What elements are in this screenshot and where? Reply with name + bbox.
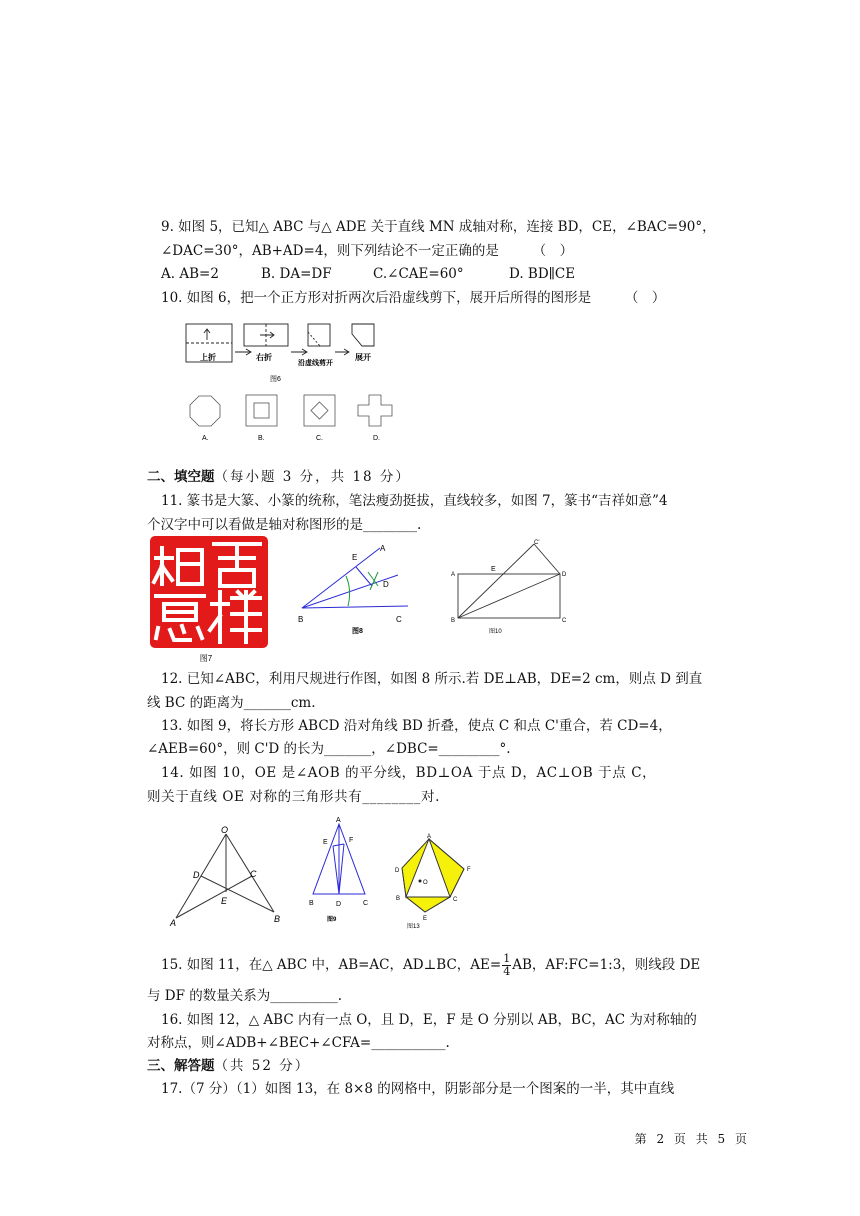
fig10-label-e: E: [491, 566, 496, 573]
figure-8: [292, 540, 422, 644]
arrow-icon: [291, 349, 307, 355]
fig10-label-c: C: [562, 618, 567, 624]
figure-9-caption: 图9: [327, 917, 337, 923]
fig8-label-e: E: [352, 553, 358, 562]
step-label-3: 沿虚线剪开: [298, 360, 333, 367]
fig8-label-a: A: [380, 544, 386, 553]
arrow-icon: [235, 349, 251, 355]
q13-line2: ∠AEB=60°，则 C'D 的长为_______，∠DBC=_________°.: [147, 741, 511, 757]
choice-c-label: C.: [316, 435, 323, 442]
choice-b-outer-square: [246, 395, 277, 426]
fig10-label-b: B: [451, 618, 456, 624]
figO-label-o: O: [221, 825, 229, 835]
figure-13-caption: 图13: [407, 924, 420, 930]
q11-line2: 个汉字中可以看做是轴对称图形的是________.: [147, 517, 422, 533]
choice-c-square: [304, 395, 335, 426]
figure-8-caption: 图8: [352, 628, 363, 635]
q15-frac-num: 1: [503, 952, 511, 965]
fig10-label-c-prime: C': [534, 540, 540, 546]
fig8-label-c: C: [396, 615, 402, 624]
fold-step-3-square: [308, 324, 330, 346]
figure-9: [303, 810, 379, 932]
q15-post: AB，AF:FC=1:3，则线段 DE: [512, 957, 701, 973]
segment-bc-prime: [458, 544, 534, 618]
fig13-label-f: F: [467, 867, 471, 873]
section-3-note: （共 52 分）: [214, 1058, 311, 1074]
q12-line2: 线 BC 的距离为_______cm.: [147, 695, 316, 711]
section-2-note: （每小题 3 分，共 18 分）: [214, 469, 411, 485]
fig13-label-d: D: [395, 868, 400, 874]
fig13-label-a: A: [427, 834, 432, 840]
q9-option-b: B. DA=DF: [261, 266, 332, 282]
q14-line2: 则关于直线 OE 对称的三角形共有________对.: [147, 789, 440, 805]
fig13-label-o: O: [423, 880, 428, 886]
point-o: [419, 880, 422, 883]
fig10-label-a: A: [451, 572, 456, 578]
section-3-title: 三、解答题: [147, 1058, 215, 1074]
q11-line1: 11. 篆书是大篆、小篆的统称，笔法瘦劲挺拔，直线较多，如图 7，篆书“吉祥如意”4: [161, 493, 668, 509]
fig10-label-d: D: [562, 572, 567, 578]
q17-line1: 17.（7 分）（1）如图 13，在 8×8 的网格中，阴影部分是一个图案的一半，其中直线: [161, 1081, 675, 1097]
q15-frac-den: 4: [503, 965, 511, 978]
choice-a-label: A.: [202, 435, 209, 442]
choice-b-inner-square: [254, 403, 269, 418]
choice-a-octagon: [190, 396, 220, 426]
q9-line1: 9. 如图 5，已知△ ABC 与△ ADE 关于直线 MN 成轴对称，连接 BD，CE，∠BAC=90°，: [161, 219, 716, 235]
choice-d-label: D.: [373, 435, 380, 442]
q15-pre: 15. 如图 11，在△ ABC 中，AB=AC，AD⊥BC，AE=: [161, 957, 502, 973]
figure-6-caption: 图6: [270, 376, 281, 383]
fig8-label-d: D: [383, 580, 389, 589]
ray-ba: [302, 548, 380, 608]
fig9-label-a: A: [336, 817, 341, 824]
choice-d-cross: [358, 395, 392, 426]
diagonal-bd: [458, 574, 560, 618]
figO-label-c: C: [250, 869, 257, 879]
q10-text: 10. 如图 6，把一个正方形对折两次后沿虚线剪下，展开后所得的图形是 （ ）: [161, 290, 666, 306]
q15-line1: [161, 948, 700, 982]
q14-line1: 14. 如图 10，OE 是∠AOB 的平分线，BD⊥OA 于点 D，AC⊥OB 于点 C，: [161, 765, 657, 781]
q9-option-a: A. AB=2: [161, 266, 219, 282]
fig9-label-c: C: [363, 900, 369, 907]
figO-label-a: A: [170, 918, 177, 928]
fig13-label-e: E: [423, 916, 428, 922]
step-label-4: 展开: [355, 353, 371, 362]
arrow-icon: [335, 349, 349, 355]
section-3-heading: [147, 1057, 310, 1075]
segment-c-prime-d: [534, 544, 560, 574]
fig9-label-f: F: [349, 837, 354, 844]
fig9-label-e: E: [323, 839, 328, 846]
figO-label-d: D: [193, 870, 200, 880]
figure-7-seal: [148, 534, 272, 664]
choice-c-diamond: [311, 402, 328, 419]
figO-label-b: B: [274, 914, 281, 924]
q9-option-d: D. BD∥CE: [509, 266, 576, 282]
section-2-heading: [147, 468, 411, 486]
page-footer: 第 2 页 共 5 页: [634, 1132, 750, 1146]
segment-de: [356, 567, 372, 586]
fig8-label-b: B: [298, 615, 304, 624]
figure-7-caption: 图7: [199, 654, 213, 663]
fig9-label-b: B: [309, 900, 314, 907]
q13-line1: 13. 如图 9，将长方形 ABCD 沿对角线 BD 折叠，使点 C 和点 C'重合，若 CD=4，: [161, 718, 672, 734]
figure-13: [390, 828, 476, 932]
figure-angle-bisector: [166, 822, 290, 934]
figO-label-e: E: [221, 896, 228, 906]
fold-step-4-shape: [352, 324, 374, 346]
fig13-label-c: C: [453, 897, 458, 903]
q16-line2: 对称点，则∠ADB+∠BEC+∠CFA=___________.: [147, 1035, 450, 1051]
fig9-label-d: D: [336, 901, 342, 908]
q15-line2: 与 DF 的数量关系为__________.: [147, 988, 343, 1004]
step-label-2: 右折: [256, 353, 272, 362]
q12-line1: 12. 已知∠ABC，利用尺规进行作图，如图 8 所示.若 DE⊥AB，DE=2 cm，则点 D 到直: [161, 671, 703, 687]
q15-fraction: [502, 953, 511, 978]
q9-option-c: C.∠CAE=60°: [373, 266, 464, 282]
figure-6: [180, 318, 420, 448]
choice-b-label: B.: [258, 435, 265, 442]
section-2-title: 二、填空题: [147, 469, 215, 485]
q9-line2: ∠DAC=30°，AB+AD=4，则下列结论不一定正确的是 （ ）: [161, 243, 574, 259]
q16-line1: 16. 如图 12，△ ABC 内有一点 O，且 D，E，F 是 O 分别以 AB，BC，AC 为对称轴的: [161, 1012, 697, 1028]
figure-10: [448, 538, 578, 638]
fig13-label-b: B: [396, 896, 401, 902]
step-label-1: 上折: [200, 353, 216, 362]
ray-bc: [302, 606, 408, 608]
figure-10-caption: 图10: [489, 629, 502, 635]
